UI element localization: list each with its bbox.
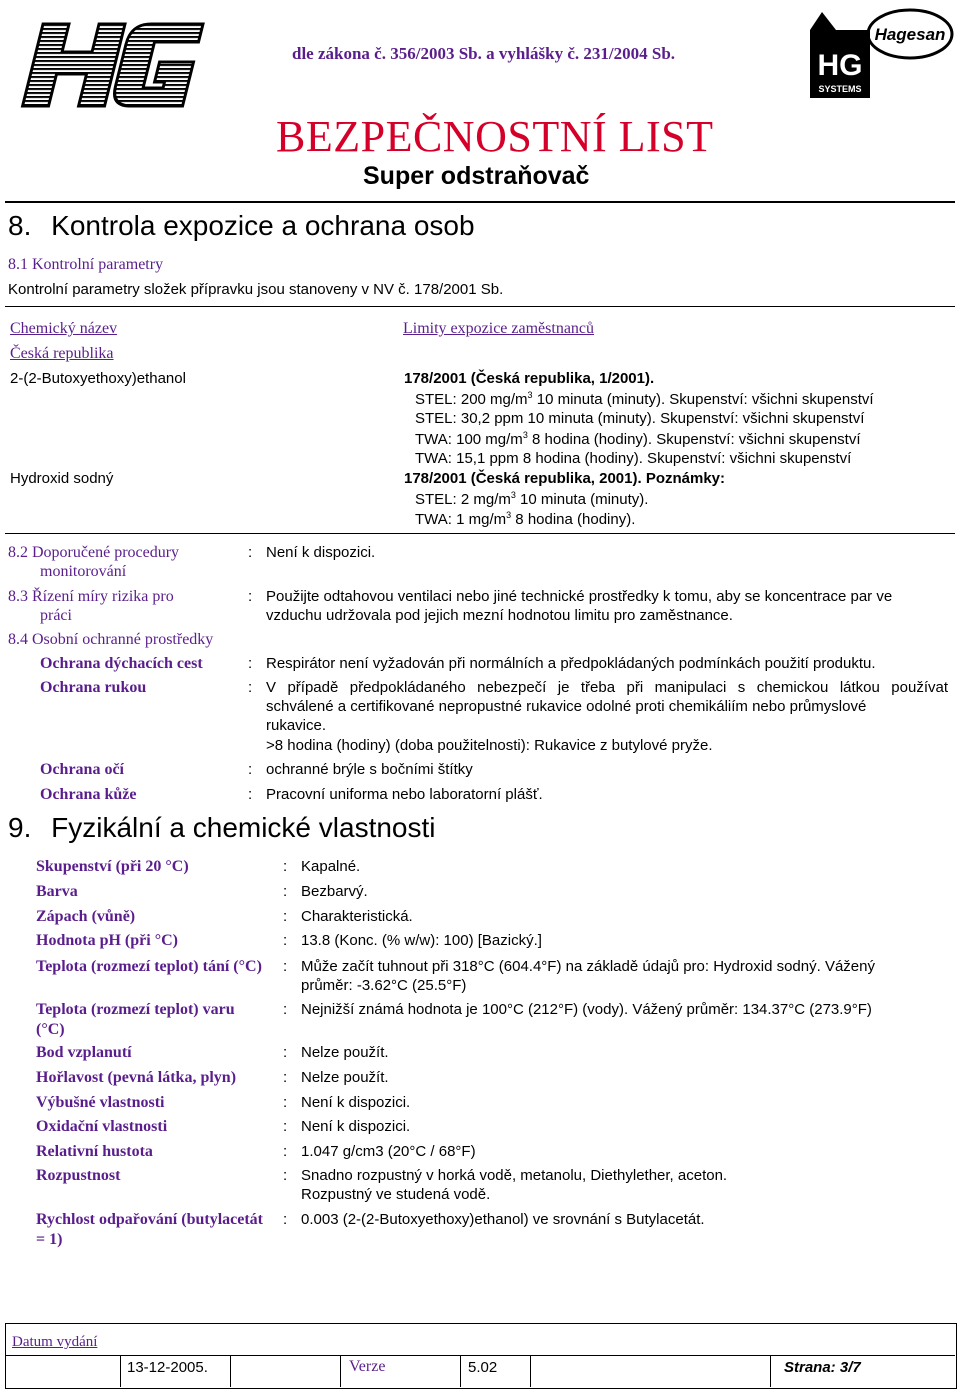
footer-sep [530,1356,531,1387]
property-label: Relativní hustota [36,1143,153,1160]
substance-limit-header: 178/2001 (Česká republika, 1/2001). [404,370,655,387]
footer-sep [770,1356,771,1387]
property-value: Není k dispozici. [301,1118,411,1135]
property-label: Bod vzplanutí [36,1044,132,1061]
subsection-8-2-cont: monitorování [40,563,127,580]
property-label: Barva [36,883,78,900]
section-9-title: Fyzikální a chemické vlastnosti [51,812,436,843]
footer-box [5,1323,957,1389]
footer-sep [340,1356,341,1387]
property-value: Bezbarvý. [301,883,368,900]
colon: : [283,1001,288,1018]
property-label: Skupenství (při 20 °C) [36,858,189,875]
footer-sep [460,1356,461,1387]
ppe-hands-label: Ochrana rukou [40,679,147,696]
substance-name: Hydroxid sodný [10,470,114,487]
page-number: Strana: 3/7 [784,1359,861,1376]
property-value: Nelze použít. [301,1044,389,1061]
issue-date-label: Datum vydání [12,1334,98,1350]
colon: : [283,1118,288,1135]
property-value: 0.003 (2-(2-Butoxyethoxy)ethanol) ve srovnání s Butylacetát. [301,1211,705,1228]
footer-sep [230,1356,231,1387]
law-reference: dle zákona č. 356/2003 Sb. a vyhlášky č. 231/2004 Sb. [292,44,676,63]
logo-hg-letters: HG [817,49,863,82]
property-label: Rozpustnost [36,1167,121,1184]
limit-line: STEL: 200 $mg/m^3$ 10 minuta (minuty). Skupenství: všichni skupenství [415,390,874,408]
property-label-cont: (°C) [36,1021,65,1038]
limit-line: STEL: 30,2 ppm 10 minuta (minuty). Skupenství: všichni skupenství [415,410,865,427]
colon: : [283,958,288,975]
version-label: Verze [349,1358,386,1375]
property-value: Snadno rozpustný v horká vodě, metanolu, Diethylether, aceton. [301,1167,728,1184]
col-country: Česká republika [10,345,114,362]
table-bottom-rule [5,533,955,534]
property-value: Nejnižší známá hodnota je 100°C (212°F) (vody). Vážený průměr: 134.37°C (273.9°F) [301,1001,872,1018]
col-limits: Limity expozice zaměstnanců [403,320,595,337]
ppe-eyes-value: ochranné brýle s bočními štítky [266,761,473,778]
property-label: Hořlavost (pevná látka, plyn) [36,1069,237,1086]
colon: : [283,883,288,900]
subsection-8-2: 8.2 Doporučené procedury [8,544,180,561]
property-value: 13.8 (Konc. (% w/w): 100) [Bazický.] [301,932,542,949]
limit-line: TWA: 1 $mg/m^3$ 8 hodina (hodiny). [415,510,636,528]
colon: : [283,908,288,925]
property-value: Není k dispozici. [301,1094,411,1111]
ppe-hands-value-cont: schválené a certifikované nepropustné rukavice odolné proti chemikáliím nebo průmyslové [266,698,867,715]
property-label: Hodnota pH (při °C) [36,932,178,949]
sub2-value: Není k dispozici. [266,544,376,561]
colon: : [283,1094,288,1111]
colon: : [283,858,288,875]
ppe-hands-value-cont: >8 hodina (hodiny) (doba použitelnosti): Rukavice z butylové pryže. [266,737,713,754]
limit-line: TWA: 15,1 ppm 8 hodina (hodiny). Skupenství: všichni skupenství [415,450,852,467]
colon: : [248,679,253,696]
subsection-8-3-cont: práci [40,607,72,624]
section-8-heading [8,210,475,242]
property-value: Kapalné. [301,858,361,875]
colon: : [283,1044,288,1061]
property-value: Nelze použít. [301,1069,389,1086]
version-value: 5.02 [468,1359,498,1376]
section-8-number: 8. [8,210,32,241]
logo-systems-text: SYSTEMS [818,84,862,94]
property-label: Teplota (rozmezí teplot) varu [36,1001,235,1018]
property-value: Může začít tuhnout při 318°C (604.4°F) na základě údajů pro: Hydroxid sodný. Vážený [301,958,875,975]
property-label: Rychlost odpařování (butylacetát [36,1211,263,1228]
ppe-skin-value: Pracovní uniforma nebo laboratorní plášť. [266,786,543,803]
subsection-8-4: 8.4 Osobní ochranné prostředky [8,631,214,648]
colon: : [248,761,253,778]
section-9-heading [8,812,436,844]
colon: : [248,588,253,605]
subsection-8-3: 8.3 Řízení míry rizika pro [8,588,174,605]
property-label-cont: = 1) [36,1231,63,1248]
property-label: Zápach (vůně) [36,908,136,925]
hg-logo [8,4,248,114]
colon: : [283,1143,288,1160]
substance-limit-header: 178/2001 (Česká republika, 2001). Poznámky: [404,470,726,487]
limit-line: STEL: 2 $mg/m^3$ 10 minuta (minuty). [415,490,649,508]
sub3-value-cont: vzduchu udržovala pod jejich mezní hodnotou limitu pro zaměstnance. [266,607,733,624]
substance-name: 2-(2-Butoxyethoxy)ethanol [10,370,186,387]
colon: : [248,786,253,803]
property-value: 1.047 g/cm3 (20°C / 68°F) [301,1143,476,1160]
limit-line: TWA: 100 $mg/m^3$ 8 hodina (hodiny). Skupenství: všichni skupenství [415,430,861,448]
header-divider [5,201,955,203]
ppe-hands-value-cont: rukavice. [266,717,327,734]
issue-date: 13-12-2005. [127,1359,208,1376]
footer-divider [5,1355,955,1356]
table-top-rule [5,306,955,307]
product-name: Super odstraňovač [363,162,590,190]
ppe-resp-value: Respirátor není vyžadován při normálních a předpokládaných podmínkách použití produktu. [266,655,876,672]
property-label: Výbušné vlastnosti [36,1094,165,1111]
col-chem-name: Chemický název [10,320,118,337]
property-label: Oxidační vlastnosti [36,1118,168,1135]
property-label: Teplota (rozmezí teplot) tání (°C) [36,958,262,975]
subsection-8-1: 8.1 Kontrolní parametry [8,256,164,273]
footer-sep [120,1356,121,1387]
ppe-eyes-label: Ochrana očí [40,761,124,778]
ppe-skin-label: Ochrana kůže [40,786,137,803]
sub1-intro: Kontrolní parametry složek přípravku jsou stanoveny v NV č. 178/2001 Sb. [8,281,504,298]
colon: : [283,1167,288,1184]
document-title: BEZPEČNOSTNÍ LIST [276,112,714,161]
colon: : [283,1211,288,1228]
colon: : [248,544,253,561]
colon: : [248,655,253,672]
property-value-cont: průměr: -3.62°C (25.5°F) [301,977,467,994]
property-value: Charakteristická. [301,908,413,925]
ppe-resp-label: Ochrana dýchacích cest [40,655,203,672]
section-8-title: Kontrola expozice a ochrana osob [51,210,475,241]
section-9-number: 9. [8,812,32,843]
hg-systems-logo [808,8,954,100]
ppe-hands-value: V případě předpokládaného nebezpečí je třeba při manipulaci s chemickou látkou používat [266,679,948,696]
colon: : [283,1069,288,1086]
sub3-value: Použijte odtahovou ventilaci nebo jiné technické prostředky k tomu, aby se koncentrace par ve [266,588,893,605]
colon: : [283,932,288,949]
logo-hagesan-text: Hagesan [874,25,946,44]
property-value-cont: Rozpustný ve studená vodě. [301,1186,491,1203]
